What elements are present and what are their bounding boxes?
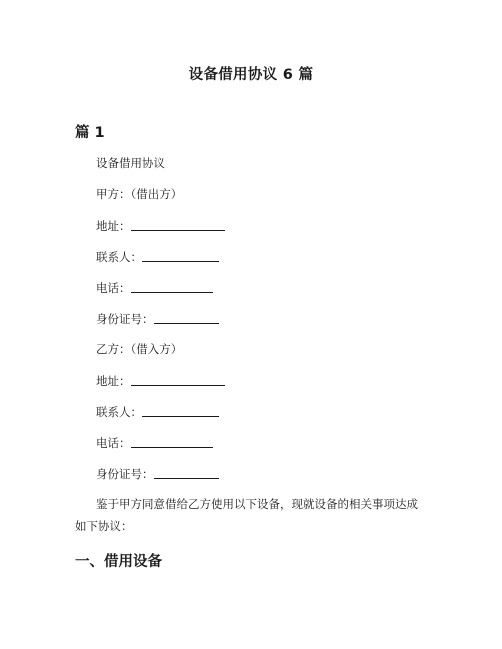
party-b-phone-label: 电话：: [96, 436, 131, 450]
subsection-heading: 一、借用设备: [75, 554, 162, 570]
party-b-id-label: 身份证号：: [96, 467, 154, 481]
party-a-contact-line: [96, 249, 219, 265]
party-a-address-line: [96, 218, 225, 234]
party-a-phone-line: [96, 280, 213, 296]
party-a-phone-blank: [131, 280, 213, 293]
party-b-address-line: [96, 373, 225, 389]
party-a-id-label: 身份证号：: [96, 312, 154, 326]
party-a-address-blank: [131, 218, 225, 231]
party-b-id-line: [96, 466, 219, 482]
party-b-heading: 乙方：（借入方）: [96, 342, 183, 356]
party-a-id-line: [96, 311, 219, 327]
document-title: 设备借用协议 6 篇: [188, 67, 314, 83]
section-heading: 篇 1: [75, 125, 105, 141]
party-a-contact-blank: [142, 249, 219, 262]
party-a-phone-label: 电话：: [96, 281, 131, 295]
party-a-contact-label: 联系人：: [96, 250, 142, 264]
agreement-title: 设备借用协议: [96, 156, 165, 170]
party-b-phone-blank: [131, 435, 213, 448]
party-a-id-blank: [154, 311, 219, 324]
party-b-id-blank: [154, 466, 219, 479]
party-b-contact-line: [96, 404, 219, 420]
party-b-phone-line: [96, 435, 213, 451]
intro-paragraph-line-2: 如下协议：: [75, 519, 133, 533]
party-b-contact-blank: [142, 404, 219, 417]
party-a-address-label: 地址：: [96, 219, 131, 233]
party-b-address-blank: [131, 373, 225, 386]
party-b-address-label: 地址：: [96, 374, 131, 388]
intro-paragraph-line-1: 鉴于甲方同意借给乙方使用以下设备，现就设备的相关事项达成: [96, 497, 418, 511]
party-a-heading: 甲方：（借出方）: [96, 187, 183, 201]
party-b-contact-label: 联系人：: [96, 405, 142, 419]
